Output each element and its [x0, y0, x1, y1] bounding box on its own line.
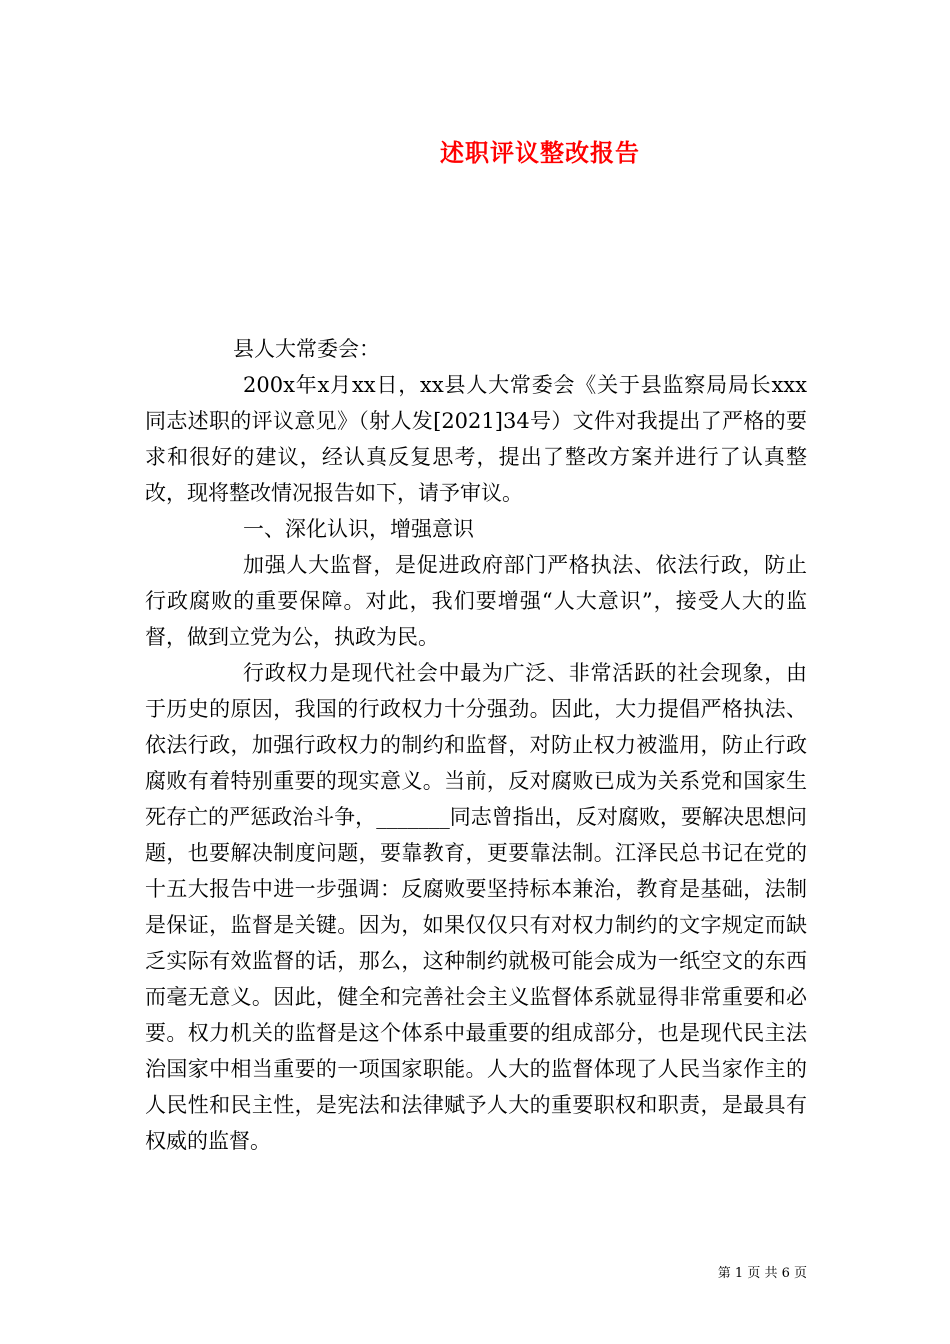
section-heading-1: 一、深化认识，增强意识 [243, 517, 474, 541]
salutation: 县人大常委会： [233, 337, 380, 361]
page-footer: 第 1 页 共 6 页 [717, 1266, 807, 1281]
paragraph-intro: 200x年x月xx日，xx县人大常委会《关于县监察局局长xxx同志述职的评议意见》（射人发[2021]34号）文件对我提出了严格的要求和很好的建议，经认真反复思考，提出了整改方案并进行了认真整改，现将整改情况报告如下，请予审议。 [145, 373, 807, 505]
document-body [145, 331, 807, 1159]
paragraph-administrative-power: 行政权力是现代社会中最为广泛、非常活跃的社会现象，由于历史的原因，我国的行政权力十分强劲。因此，大力提倡严格执法、依法行政，加强行政权力的制约和监督，对防止权力被滥用，防止行政腐败有着特别重要的现实意义。当前，反对腐败已成为关系党和国家生死存亡的严惩政治斗争，_______同志曾指出，反对腐败，要解决思想问题，也要解决制度问题，要靠教育，更要靠法制。江泽民总书记在党的十五大报告中进一步强调：反腐败要坚持标本兼治，教育是基础，法制是保证，监督是关键。因为，如果仅仅只有对权力制约的文字规定而缺乏实际有效监督的话，那么，这种制约就极可能会成为一纸空文的东西而毫无意义。因此，健全和完善社会主义监督体系就显得非常重要和必要。权力机关的监督是这个体系中最重要的组成部分，也是现代民主法治国家中相当重要的一项国家职能。人大的监督体现了人民当家作主的人民性和民主性，是宪法和法律赋予人大的重要职权和职责，是最具有权威的监督。 [145, 661, 807, 1153]
page-title: 述职评议整改报告 [440, 138, 640, 167]
paragraph-supervision: 加强人大监督，是促进政府部门严格执法、依法行政，防止行政腐败的重要保障。对此，我们要增强“人大意识”，接受人大的监督，做到立党为公，执政为民。 [145, 553, 807, 649]
